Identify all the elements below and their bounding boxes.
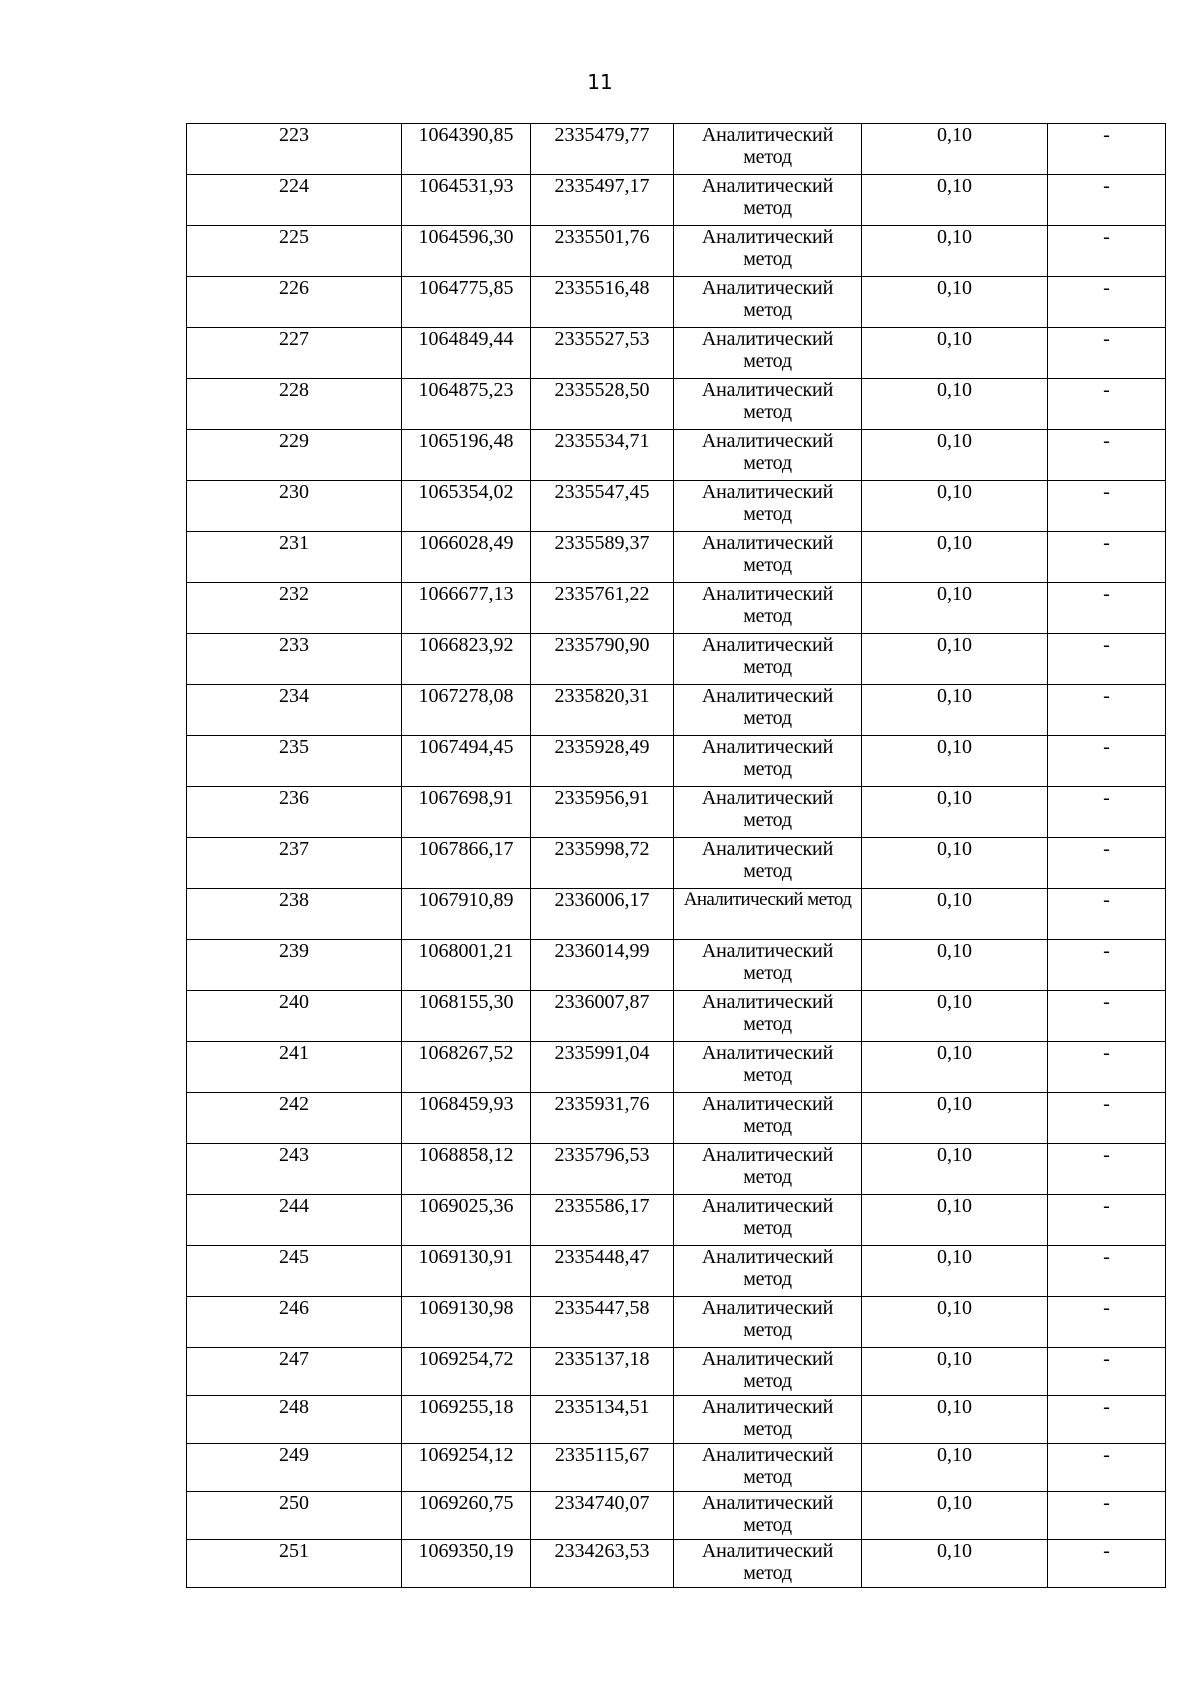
method-text-line: Аналитический [701, 1093, 834, 1115]
method-cell [674, 991, 862, 1042]
accuracy-cell: 0,10 [862, 1093, 1048, 1144]
x-coordinate-cell: 1067494,45 [402, 736, 531, 787]
method-text-line: метод [743, 1466, 792, 1488]
y-coordinate-cell: 2335790,90 [531, 634, 674, 685]
point-number-cell: 224 [187, 175, 402, 226]
method-cell [674, 889, 862, 940]
y-coordinate-cell: 2334263,53 [531, 1540, 674, 1588]
accuracy-cell: 0,10 [862, 124, 1048, 175]
x-coordinate-cell: 1068267,52 [402, 1042, 531, 1093]
method-cell [674, 124, 862, 175]
method-text-line: Аналитический [701, 838, 834, 860]
x-coordinate-cell: 1064390,85 [402, 124, 531, 175]
method-text-line: Аналитический [701, 1396, 834, 1418]
y-coordinate-cell: 2335528,50 [531, 379, 674, 430]
method-cell [674, 787, 862, 838]
table-row [187, 685, 1166, 736]
note-cell: - [1048, 328, 1166, 379]
note-cell: - [1048, 481, 1166, 532]
note-cell: - [1048, 277, 1166, 328]
x-coordinate-cell: 1066028,49 [402, 532, 531, 583]
method-cell [674, 1042, 862, 1093]
accuracy-cell: 0,10 [862, 838, 1048, 889]
y-coordinate-cell: 2334740,07 [531, 1492, 674, 1540]
method-cell [674, 1246, 862, 1297]
method-text-line: Аналитический [701, 1540, 834, 1562]
point-number-cell: 249 [187, 1444, 402, 1492]
note-cell: - [1048, 685, 1166, 736]
y-coordinate-cell: 2335534,71 [531, 430, 674, 481]
y-coordinate-cell: 2335447,58 [531, 1297, 674, 1348]
x-coordinate-cell: 1068155,30 [402, 991, 531, 1042]
table-row [187, 175, 1166, 226]
accuracy-cell: 0,10 [862, 1540, 1048, 1588]
x-coordinate-cell: 1069254,72 [402, 1348, 531, 1396]
x-coordinate-cell: 1067910,89 [402, 889, 531, 940]
x-coordinate-cell: 1064531,93 [402, 175, 531, 226]
x-coordinate-cell: 1064775,85 [402, 277, 531, 328]
x-coordinate-cell: 1069130,91 [402, 1246, 531, 1297]
point-number-cell: 242 [187, 1093, 402, 1144]
method-cell [674, 1444, 862, 1492]
accuracy-cell: 0,10 [862, 940, 1048, 991]
table-row [187, 226, 1166, 277]
y-coordinate-cell: 2335516,48 [531, 277, 674, 328]
method-text-line: Аналитический [701, 1348, 834, 1370]
table-row [187, 379, 1166, 430]
method-text-line: Аналитический [701, 736, 834, 758]
table-row [187, 736, 1166, 787]
accuracy-cell: 0,10 [862, 685, 1048, 736]
accuracy-cell: 0,10 [862, 226, 1048, 277]
note-cell: - [1048, 1396, 1166, 1444]
note-cell: - [1048, 1492, 1166, 1540]
accuracy-cell: 0,10 [862, 430, 1048, 481]
y-coordinate-cell: 2335991,04 [531, 1042, 674, 1093]
method-cell [674, 226, 862, 277]
point-number-cell: 229 [187, 430, 402, 481]
coordinates-table [186, 123, 1166, 1588]
method-text-line: Аналитический [701, 1144, 834, 1166]
accuracy-cell: 0,10 [862, 277, 1048, 328]
y-coordinate-cell: 2335547,45 [531, 481, 674, 532]
accuracy-cell: 0,10 [862, 889, 1048, 940]
note-cell: - [1048, 787, 1166, 838]
method-text-line: метод [743, 503, 792, 525]
y-coordinate-cell: 2335137,18 [531, 1348, 674, 1396]
note-cell: - [1048, 1246, 1166, 1297]
method-cell [674, 481, 862, 532]
table-row [187, 328, 1166, 379]
x-coordinate-cell: 1069130,98 [402, 1297, 531, 1348]
point-number-cell: 237 [187, 838, 402, 889]
note-cell: - [1048, 1444, 1166, 1492]
note-cell: - [1048, 583, 1166, 634]
method-cell [674, 1297, 862, 1348]
method-text-line: метод [743, 1370, 792, 1392]
method-text-line: метод [743, 146, 792, 168]
method-cell [674, 634, 862, 685]
x-coordinate-cell: 1067278,08 [402, 685, 531, 736]
method-text-line: метод [743, 452, 792, 474]
method-text-line: метод [743, 707, 792, 729]
method-text-line: метод [743, 1319, 792, 1341]
method-text-line: Аналитический [701, 1444, 834, 1466]
y-coordinate-cell: 2335931,76 [531, 1093, 674, 1144]
point-number-cell: 247 [187, 1348, 402, 1396]
accuracy-cell: 0,10 [862, 1246, 1048, 1297]
method-text-line: Аналитический [701, 175, 834, 197]
method-cell [674, 685, 862, 736]
note-cell: - [1048, 532, 1166, 583]
table-row [187, 838, 1166, 889]
table-row [187, 1093, 1166, 1144]
point-number-cell: 230 [187, 481, 402, 532]
method-cell [674, 1540, 862, 1588]
x-coordinate-cell: 1069350,19 [402, 1540, 531, 1588]
note-cell: - [1048, 1144, 1166, 1195]
y-coordinate-cell: 2335448,47 [531, 1246, 674, 1297]
point-number-cell: 232 [187, 583, 402, 634]
y-coordinate-cell: 2336006,17 [531, 889, 674, 940]
method-text-line: Аналитический [701, 379, 834, 401]
point-number-cell: 226 [187, 277, 402, 328]
method-text-line: метод [743, 554, 792, 576]
y-coordinate-cell: 2335761,22 [531, 583, 674, 634]
x-coordinate-cell: 1067866,17 [402, 838, 531, 889]
note-cell: - [1048, 838, 1166, 889]
table-row [187, 481, 1166, 532]
x-coordinate-cell: 1066823,92 [402, 634, 531, 685]
method-cell [674, 1144, 862, 1195]
method-text-line: метод [743, 1064, 792, 1086]
method-cell [674, 1093, 862, 1144]
y-coordinate-cell: 2335586,17 [531, 1195, 674, 1246]
note-cell: - [1048, 940, 1166, 991]
point-number-cell: 231 [187, 532, 402, 583]
y-coordinate-cell: 2335134,51 [531, 1396, 674, 1444]
x-coordinate-cell: 1069025,36 [402, 1195, 531, 1246]
method-cell [674, 277, 862, 328]
accuracy-cell: 0,10 [862, 175, 1048, 226]
note-cell: - [1048, 736, 1166, 787]
y-coordinate-cell: 2335501,76 [531, 226, 674, 277]
point-number-cell: 233 [187, 634, 402, 685]
note-cell: - [1048, 1297, 1166, 1348]
accuracy-cell: 0,10 [862, 736, 1048, 787]
accuracy-cell: 0,10 [862, 1195, 1048, 1246]
method-text-line: Аналитический [701, 583, 834, 605]
x-coordinate-cell: 1069255,18 [402, 1396, 531, 1444]
method-cell [674, 1195, 862, 1246]
table-row [187, 1195, 1166, 1246]
point-number-cell: 225 [187, 226, 402, 277]
method-cell [674, 175, 862, 226]
point-number-cell: 234 [187, 685, 402, 736]
method-text-line: Аналитический [701, 1195, 834, 1217]
note-cell: - [1048, 175, 1166, 226]
method-text-line: метод [743, 1217, 792, 1239]
method-cell [674, 328, 862, 379]
method-cell [674, 736, 862, 787]
method-text-line: метод [743, 401, 792, 423]
point-number-cell: 244 [187, 1195, 402, 1246]
method-cell [674, 940, 862, 991]
note-cell: - [1048, 1348, 1166, 1396]
table-row [187, 787, 1166, 838]
method-text-line: Аналитический [701, 277, 834, 299]
method-text-line: Аналитический [701, 481, 834, 503]
method-text-line: метод [743, 860, 792, 882]
accuracy-cell: 0,10 [862, 1444, 1048, 1492]
point-number-cell: 246 [187, 1297, 402, 1348]
table-row [187, 430, 1166, 481]
x-coordinate-cell: 1066677,13 [402, 583, 531, 634]
note-cell: - [1048, 1093, 1166, 1144]
x-coordinate-cell: 1068858,12 [402, 1144, 531, 1195]
accuracy-cell: 0,10 [862, 583, 1048, 634]
method-text-line: Аналитический [701, 1246, 834, 1268]
accuracy-cell: 0,10 [862, 1492, 1048, 1540]
method-text-line: метод [743, 299, 792, 321]
table-row [187, 532, 1166, 583]
method-text-line: метод [743, 197, 792, 219]
method-cell [674, 379, 862, 430]
accuracy-cell: 0,10 [862, 1042, 1048, 1093]
table-row [187, 1540, 1166, 1588]
y-coordinate-cell: 2336007,87 [531, 991, 674, 1042]
method-text-line: Аналитический [701, 787, 834, 809]
method-text-line: Аналитический [701, 634, 834, 656]
point-number-cell: 227 [187, 328, 402, 379]
method-text-line: Аналитический [701, 430, 834, 452]
method-cell [674, 1396, 862, 1444]
y-coordinate-cell: 2335998,72 [531, 838, 674, 889]
method-text-line: метод [743, 350, 792, 372]
method-cell [674, 430, 862, 481]
accuracy-cell: 0,10 [862, 787, 1048, 838]
page-number: 11 [587, 70, 613, 94]
table-row [187, 991, 1166, 1042]
method-text-line: метод [743, 1514, 792, 1536]
note-cell: - [1048, 1042, 1166, 1093]
method-text-line: метод [743, 758, 792, 780]
x-coordinate-cell: 1065196,48 [402, 430, 531, 481]
table-row [187, 583, 1166, 634]
note-cell: - [1048, 379, 1166, 430]
table-row [187, 1297, 1166, 1348]
x-coordinate-cell: 1069260,75 [402, 1492, 531, 1540]
point-number-cell: 250 [187, 1492, 402, 1540]
point-number-cell: 251 [187, 1540, 402, 1588]
method-cell [674, 1492, 862, 1540]
y-coordinate-cell: 2335589,37 [531, 532, 674, 583]
point-number-cell: 235 [187, 736, 402, 787]
y-coordinate-cell: 2335479,77 [531, 124, 674, 175]
point-number-cell: 239 [187, 940, 402, 991]
note-cell: - [1048, 226, 1166, 277]
table-row [187, 1246, 1166, 1297]
y-coordinate-cell: 2335115,67 [531, 1444, 674, 1492]
table-row [187, 634, 1166, 685]
y-coordinate-cell: 2335820,31 [531, 685, 674, 736]
x-coordinate-cell: 1064875,23 [402, 379, 531, 430]
method-text-line: метод [743, 248, 792, 270]
method-cell [674, 1348, 862, 1396]
point-number-cell: 248 [187, 1396, 402, 1444]
method-text-line: метод [743, 1166, 792, 1188]
x-coordinate-cell: 1064849,44 [402, 328, 531, 379]
coordinates-table-body [187, 124, 1166, 1588]
method-text-line: Аналитический [701, 124, 834, 146]
point-number-cell: 245 [187, 1246, 402, 1297]
y-coordinate-cell: 2335928,49 [531, 736, 674, 787]
accuracy-cell: 0,10 [862, 634, 1048, 685]
accuracy-cell: 0,10 [862, 379, 1048, 430]
method-text-line: Аналитический [701, 991, 834, 1013]
x-coordinate-cell: 1069254,12 [402, 1444, 531, 1492]
x-coordinate-cell: 1068001,21 [402, 940, 531, 991]
note-cell: - [1048, 889, 1166, 940]
table-row [187, 1348, 1166, 1396]
table-row [187, 277, 1166, 328]
accuracy-cell: 0,10 [862, 991, 1048, 1042]
method-text-line: Аналитический [701, 226, 834, 248]
y-coordinate-cell: 2335956,91 [531, 787, 674, 838]
x-coordinate-cell: 1067698,91 [402, 787, 531, 838]
note-cell: - [1048, 1195, 1166, 1246]
note-cell: - [1048, 991, 1166, 1042]
method-text-line: Аналитический [701, 685, 834, 707]
table-row [187, 889, 1166, 940]
method-text-line: метод [743, 809, 792, 831]
method-text-line: метод [743, 605, 792, 627]
accuracy-cell: 0,10 [862, 328, 1048, 379]
method-text-line: метод [743, 656, 792, 678]
point-number-cell: 228 [187, 379, 402, 430]
accuracy-cell: 0,10 [862, 1396, 1048, 1444]
table-row [187, 1042, 1166, 1093]
note-cell: - [1048, 1540, 1166, 1588]
table-row [187, 1492, 1166, 1540]
note-cell: - [1048, 634, 1166, 685]
method-text-line: метод [743, 962, 792, 984]
method-text-line: метод [743, 1268, 792, 1290]
method-text-line: Аналитический [701, 328, 834, 350]
accuracy-cell: 0,10 [862, 481, 1048, 532]
method-text-line: метод [743, 1013, 792, 1035]
table-row [187, 940, 1166, 991]
point-number-cell: 240 [187, 991, 402, 1042]
x-coordinate-cell: 1064596,30 [402, 226, 531, 277]
table-row [187, 1396, 1166, 1444]
point-number-cell: 241 [187, 1042, 402, 1093]
method-text-line: Аналитический [701, 1042, 834, 1064]
method-text-line: метод [743, 1115, 792, 1137]
y-coordinate-cell: 2335497,17 [531, 175, 674, 226]
point-number-cell: 243 [187, 1144, 402, 1195]
accuracy-cell: 0,10 [862, 532, 1048, 583]
method-text-line: Аналитический метод [683, 889, 852, 910]
method-text-line: метод [743, 1562, 792, 1584]
method-cell [674, 838, 862, 889]
method-text-line: Аналитический [701, 1492, 834, 1514]
y-coordinate-cell: 2335527,53 [531, 328, 674, 379]
method-text-line: метод [743, 1418, 792, 1440]
y-coordinate-cell: 2336014,99 [531, 940, 674, 991]
table-row [187, 1444, 1166, 1492]
accuracy-cell: 0,10 [862, 1144, 1048, 1195]
point-number-cell: 236 [187, 787, 402, 838]
method-cell [674, 532, 862, 583]
point-number-cell: 223 [187, 124, 402, 175]
method-text-line: Аналитический [701, 532, 834, 554]
method-cell [674, 583, 862, 634]
y-coordinate-cell: 2335796,53 [531, 1144, 674, 1195]
table-row [187, 124, 1166, 175]
method-text-line: Аналитический [701, 940, 834, 962]
method-text-line: Аналитический [701, 1297, 834, 1319]
point-number-cell: 238 [187, 889, 402, 940]
accuracy-cell: 0,10 [862, 1348, 1048, 1396]
accuracy-cell: 0,10 [862, 1297, 1048, 1348]
note-cell: - [1048, 430, 1166, 481]
x-coordinate-cell: 1068459,93 [402, 1093, 531, 1144]
x-coordinate-cell: 1065354,02 [402, 481, 531, 532]
table-row [187, 1144, 1166, 1195]
note-cell: - [1048, 124, 1166, 175]
